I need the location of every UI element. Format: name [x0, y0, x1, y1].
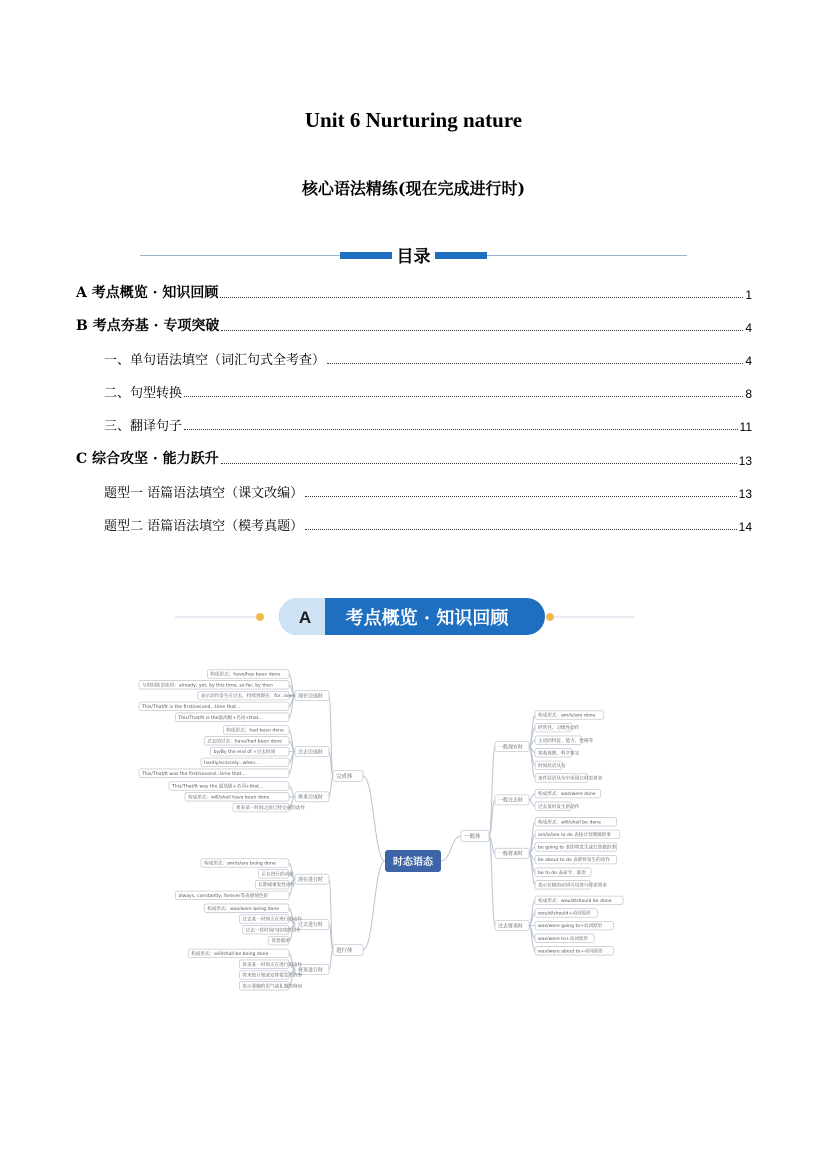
mindmap-leaf: 将来某一时间之前已经完成的动作	[236, 806, 305, 812]
mindmap-leaf: This/That/It was the 最高级+名词+that...	[172, 784, 264, 790]
mindmap-edge	[363, 776, 385, 861]
mindmap-leaf: 过去的过去：have/had been done	[207, 739, 283, 745]
mindmap-edge	[529, 747, 535, 779]
mindmap-leaf: This/That/It was the first/second...time that...	[142, 771, 246, 777]
mindmap-leaf: was/were going to+动词原形	[538, 924, 603, 930]
mindmap-leaf: hardly/scarcely...when...	[204, 761, 260, 767]
mindmap-node-label: 一般过去时	[498, 797, 524, 804]
mindmap-leaf: 经常性、习惯性动作	[538, 726, 580, 732]
mindmap-leaf: 过去一段时间内持续的动作	[245, 928, 301, 934]
mindmap-node-label: 将来进行时	[298, 967, 324, 974]
mindmap-edge	[529, 822, 535, 854]
mindmap-branch-label: 一般体	[464, 833, 481, 840]
mindmap-leaf: 构成形式：have/has been done	[210, 672, 281, 678]
mindmap-edge	[529, 794, 535, 800]
mindmap-node-label: 现在进行时	[298, 876, 324, 883]
mindmap-leaf: 构成形式：will/shall be done	[538, 820, 601, 826]
mindmap-leaf: 表示位移的动词可用进行时表将来	[538, 883, 607, 889]
toc-heading	[140, 242, 687, 267]
mindmap-edge	[529, 715, 535, 747]
mindmap-leaf: be going to 表即将发生或打算做的事	[538, 845, 617, 851]
mindmap-leaf: This/That/It is the first/second...time that...	[142, 705, 241, 711]
toc-entry-page: 11	[739, 420, 752, 434]
toc-leader	[184, 429, 738, 430]
mindmap-leaf: This/That/It is the最高级+名词+that...	[178, 715, 263, 721]
toc-leader	[221, 330, 743, 331]
mindmap-edge	[529, 800, 535, 806]
mindmap-leaf: by/By the end of +过去时间	[213, 750, 276, 756]
mindmap-edge	[329, 950, 333, 970]
toc-entry[interactable]	[104, 514, 752, 534]
mindmap-leaf: 构成形式：will/shall be being done	[191, 952, 269, 958]
mindmap-leaf: 客观真理、科学事实	[538, 751, 580, 757]
mindmap-node-label: 将来完成时	[298, 794, 324, 801]
mindmap-leaf: 过去某时发生的动作	[538, 804, 580, 810]
mindmap	[85, 668, 740, 1038]
mindmap-edge	[289, 786, 295, 797]
section-banner	[175, 596, 635, 638]
mindmap-node-label: 过去进行时	[298, 922, 324, 929]
mindmap-leaf: 正在进行的动作	[261, 872, 294, 878]
banner-label: 考点概览 · 知识回顾	[345, 608, 509, 629]
mindmap-leaf: 表示动作发生在过去，持续到现在：for, since	[200, 694, 296, 700]
toc-entry-text: 题型二 语篇语法填空（模考真题）	[104, 519, 304, 534]
mindmap-node-label: 一般现在时	[498, 744, 524, 751]
toc-leader	[220, 297, 743, 298]
toc-leader	[221, 463, 737, 464]
toc-entry-text: 二、句型转换	[104, 386, 183, 401]
toc-entry[interactable]	[104, 348, 752, 368]
mindmap-branch-label: 进行体	[336, 947, 353, 954]
mindmap-leaf: 将来某一时刻正在进行的动作	[242, 962, 303, 968]
mindmap-leaf: 背景描述	[271, 939, 290, 945]
toc-entry-text: 题型一 语篇语法填空（课文改编）	[104, 486, 304, 501]
toc-entry-text: A 考点概览 · 知识回顾	[76, 285, 219, 301]
mindmap-leaf: 构成形式：had been done	[226, 728, 284, 734]
mindmap-leaf: 构成形式：was/were done	[538, 792, 596, 798]
mindmap-leaf: would/should+动词原形	[538, 911, 591, 917]
toc-entry-text: 三、翻译句子	[104, 419, 183, 434]
mindmap-edge	[363, 861, 385, 950]
toc-entry-page: 8	[745, 387, 752, 401]
toc-entry[interactable]	[104, 381, 752, 401]
toc-entry-page: 13	[738, 454, 752, 468]
toc-entry[interactable]	[76, 315, 752, 335]
mindmap-edge	[489, 836, 495, 926]
toc-entry-page: 13	[738, 487, 752, 501]
mindmap-edge	[329, 776, 333, 797]
mindmap-node-label: 一般将来时	[498, 851, 524, 858]
page-subtitle: 核心语法精练(现在完成进行时)	[301, 179, 526, 198]
mindmap-leaf: 条件状语从句中用现在时表将来	[538, 776, 603, 782]
mindmap-leaf: 构成形式：will/shall have been done	[188, 795, 270, 801]
mindmap-node-label: 过去完成时	[298, 749, 324, 756]
toc-entry[interactable]	[76, 448, 752, 468]
toc-leader	[327, 363, 743, 364]
toc-entry-page: 4	[745, 354, 752, 368]
mindmap-leaf: 时间状语从句	[538, 764, 566, 770]
banner-letter: A	[298, 608, 312, 627]
toc-leader	[305, 496, 737, 497]
banner-dot-right	[546, 613, 554, 621]
mindmap-leaf: always, constantly, forever等表感情色彩	[178, 894, 269, 900]
page-title: Unit 6 Nurturing nature	[304, 108, 523, 132]
toc-entry-text: 一、单句语法填空（词汇句式全考查）	[104, 353, 326, 368]
mindmap-leaf: 表示委婉的语气或礼貌的询问	[242, 984, 303, 990]
toc-entry-page: 14	[738, 520, 752, 534]
mindmap-leaf: 主语的特征、能力、性格等	[538, 738, 594, 744]
toc-entry[interactable]	[104, 481, 752, 501]
mindmap-leaf: was/were about to+动词原形	[538, 949, 603, 955]
mindmap-leaf: be about to do 表即将发生的动作	[538, 858, 610, 864]
toc-entry-text: C 综合攻坚 · 能力跃升	[76, 451, 219, 467]
mindmap-node-label: 过去将来时	[498, 923, 524, 930]
toc-heading-label: 目录	[396, 247, 431, 267]
toc-leader	[184, 396, 743, 397]
mindmap-edge	[529, 853, 535, 885]
mindmap-node-label: 现在完成时	[298, 693, 324, 700]
banner-dot-left	[256, 613, 264, 621]
mindmap-center: 时态语态	[393, 857, 433, 868]
mindmap-leaf: 构成形式：am/is/are done	[538, 713, 596, 719]
mindmap-leaf: 与时间状语连用：already, yet, by this time, so far, by then	[142, 683, 273, 689]
mindmap-leaf: 过去某一时刻正在进行的动作	[242, 917, 303, 923]
mindmap-leaf: 构成形式：would/should be done	[538, 899, 612, 905]
toc-entry[interactable]	[76, 282, 752, 302]
toc-leader	[305, 529, 737, 530]
mindmap-edge	[441, 836, 461, 861]
toc-entry-text: B 考点夯基 · 专项突破	[76, 318, 220, 334]
toc-entry-page: 1	[745, 288, 752, 302]
mindmap-leaf: am/is/are to do 表按计划要做的事	[538, 833, 611, 839]
mindmap-leaf: 长期或重复性动作	[258, 883, 296, 889]
toc-entry[interactable]	[104, 414, 752, 434]
mindmap-leaf: 构成形式：was/were being done	[207, 906, 280, 912]
mindmap-leaf: 构成形式：am/is/are being done	[204, 861, 276, 867]
mindmap-leaf: be to do 表命令、职责	[538, 870, 587, 876]
mindmap-branch-label: 完成体	[336, 773, 353, 780]
mindmap-leaf: was/were to+动词原形	[538, 936, 589, 942]
mindmap-leaf: 将来按计划或安排要发生的事	[242, 973, 303, 979]
toc-entry-page: 4	[745, 321, 752, 335]
